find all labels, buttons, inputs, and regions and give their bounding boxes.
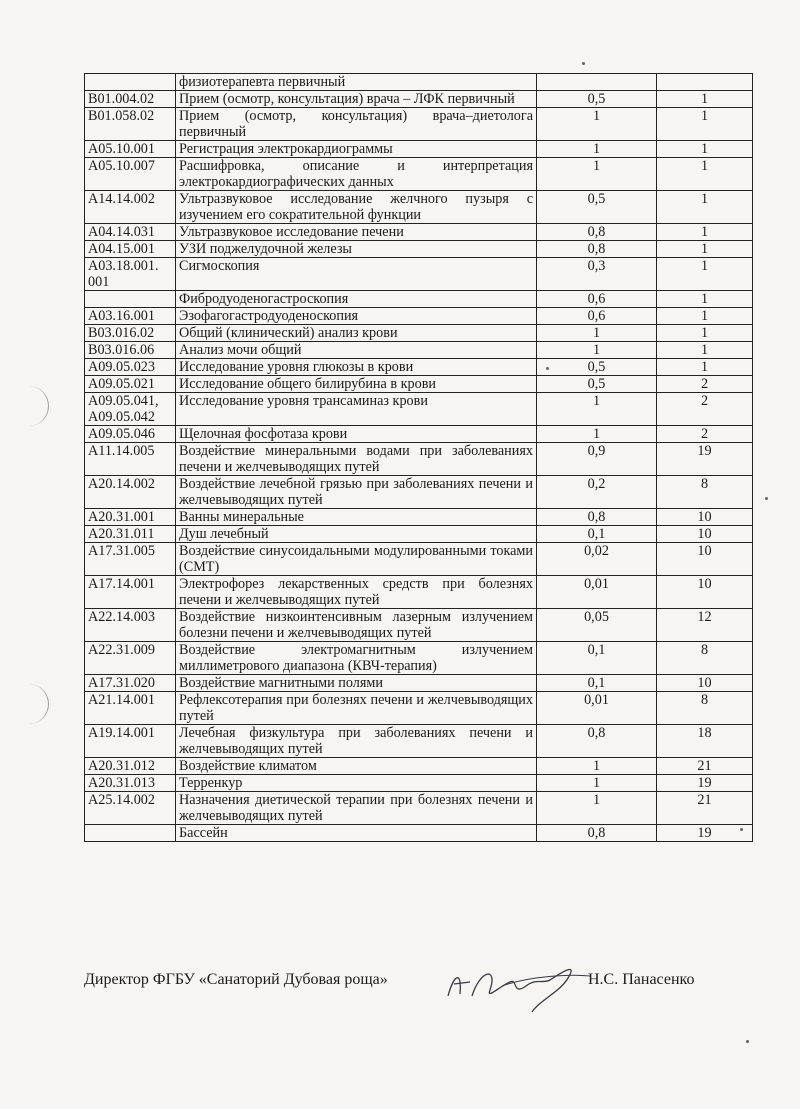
service-code: A19.14.001 (85, 725, 176, 758)
service-coefficient: 0,5 (537, 376, 657, 393)
service-coefficient: 0,3 (537, 258, 657, 291)
service-count: 1 (657, 342, 753, 359)
service-code: B01.058.02 (85, 108, 176, 141)
service-coefficient: 0,01 (537, 576, 657, 609)
service-code: A20.31.012 (85, 758, 176, 775)
service-name: Душ лечебный (176, 526, 537, 543)
service-coefficient: 0,5 (537, 359, 657, 376)
service-name: Ультразвуковое исследование желчного пузыря с изучением его сократительной функции (176, 191, 537, 224)
service-name: Ультразвуковое исследование печени (176, 224, 537, 241)
service-count: 1 (657, 141, 753, 158)
table-row (85, 775, 753, 792)
service-coefficient: 0,9 (537, 443, 657, 476)
binder-hole-mark (22, 684, 49, 724)
service-code: A09.05.023 (85, 359, 176, 376)
table-row (85, 74, 753, 91)
service-coefficient: 0,6 (537, 291, 657, 308)
service-count: 12 (657, 609, 753, 642)
service-name: Регистрация электрокардиограммы (176, 141, 537, 158)
service-count: 2 (657, 426, 753, 443)
service-code: A09.05.021 (85, 376, 176, 393)
service-coefficient: 1 (537, 108, 657, 141)
service-coefficient: 0,2 (537, 476, 657, 509)
service-name: Прием (осмотр, консультация) врача–диетолога первичный (176, 108, 537, 141)
service-coefficient: 0,5 (537, 191, 657, 224)
scan-speck (765, 497, 768, 500)
service-count: 10 (657, 576, 753, 609)
service-code: A21.14.001 (85, 692, 176, 725)
service-count: 8 (657, 476, 753, 509)
service-name: Анализ мочи общий (176, 342, 537, 359)
service-code: A04.14.031 (85, 224, 176, 241)
table-row (85, 426, 753, 443)
service-count: 19 (657, 443, 753, 476)
service-coefficient: 0,8 (537, 825, 657, 842)
table-row (85, 393, 753, 426)
service-coefficient: 0,8 (537, 241, 657, 258)
service-code: A17.14.001 (85, 576, 176, 609)
service-code: A05.10.001 (85, 141, 176, 158)
service-count: 8 (657, 692, 753, 725)
service-coefficient: 1 (537, 758, 657, 775)
service-count: 1 (657, 108, 753, 141)
scan-speck (582, 62, 585, 65)
binder-hole-mark (22, 386, 49, 426)
service-code: A11.14.005 (85, 443, 176, 476)
director-name: Н.С. Панасенко (588, 971, 695, 988)
service-count: 19 (657, 825, 753, 842)
service-coefficient: 0,8 (537, 224, 657, 241)
table-row (85, 342, 753, 359)
service-coefficient: 0,8 (537, 509, 657, 526)
service-coefficient: 0,6 (537, 308, 657, 325)
service-name: Рефлексотерапия при болезнях печени и желчевыводящих путей (176, 692, 537, 725)
service-coefficient: 1 (537, 342, 657, 359)
service-count: 8 (657, 642, 753, 675)
table-row (85, 91, 753, 108)
table-row (85, 675, 753, 692)
service-name: Исследование уровня глюкозы в крови (176, 359, 537, 376)
service-name: УЗИ поджелудочной железы (176, 241, 537, 258)
scan-speck (746, 1040, 749, 1043)
service-count: 2 (657, 393, 753, 426)
service-count: 1 (657, 224, 753, 241)
service-code: A03.18.001. 001 (85, 258, 176, 291)
director-position: Директор ФГБУ «Санаторий Дубовая роща» (84, 971, 388, 988)
service-name: Расшифровка, описание и интерпретация электрокардиографических данных (176, 158, 537, 191)
table-row (85, 141, 753, 158)
service-name: Воздействие магнитными полями (176, 675, 537, 692)
table-row (85, 191, 753, 224)
service-coefficient: 0,5 (537, 91, 657, 108)
service-count: 1 (657, 325, 753, 342)
service-code: B01.004.02 (85, 91, 176, 108)
table-row (85, 543, 753, 576)
table-row (85, 758, 753, 775)
table-row (85, 825, 753, 842)
scan-speck (740, 828, 743, 831)
service-code: A20.31.011 (85, 526, 176, 543)
handwritten-signature (440, 956, 600, 1018)
service-count: 18 (657, 725, 753, 758)
table-row (85, 725, 753, 758)
service-code (85, 825, 176, 842)
service-name: Бассейн (176, 825, 537, 842)
service-code: A03.16.001 (85, 308, 176, 325)
service-name: Воздействие электромагнитным излучением миллиметрового диапазона (КВЧ-терапия) (176, 642, 537, 675)
table-row (85, 692, 753, 725)
service-name: Щелочная фосфотаза крови (176, 426, 537, 443)
service-code: A09.05.041, A09.05.042 (85, 393, 176, 426)
service-coefficient: 0,02 (537, 543, 657, 576)
service-count: 1 (657, 258, 753, 291)
table-row (85, 224, 753, 241)
table-row (85, 108, 753, 141)
service-code: A22.14.003 (85, 609, 176, 642)
service-code (85, 74, 176, 91)
service-name: Прием (осмотр, консультация) врача – ЛФК первичный (176, 91, 537, 108)
service-name: Назначения диетической терапии при болезнях печени и желчевыводящих путей (176, 792, 537, 825)
service-name: Воздействие низкоинтенсивным лазерным излучением болезни печени и желчевыводящих путей (176, 609, 537, 642)
service-code: A20.31.013 (85, 775, 176, 792)
table-row (85, 476, 753, 509)
service-code: A05.10.007 (85, 158, 176, 191)
service-code: B03.016.06 (85, 342, 176, 359)
service-name: Воздействие минеральными водами при заболеваниях печени и желчевыводящих путей (176, 443, 537, 476)
service-count: 2 (657, 376, 753, 393)
service-name: Электрофорез лекарственных средств при болезнях печени и желчевыводящих путей (176, 576, 537, 609)
service-code: A20.14.002 (85, 476, 176, 509)
service-count: 1 (657, 158, 753, 191)
service-name: Фибродуоденогастроскопия (176, 291, 537, 308)
service-code: A17.31.020 (85, 675, 176, 692)
service-coefficient: 1 (537, 325, 657, 342)
service-coefficient: 1 (537, 792, 657, 825)
service-count: 21 (657, 792, 753, 825)
table-row (85, 376, 753, 393)
service-count: 1 (657, 241, 753, 258)
service-name: Ванны минеральные (176, 509, 537, 526)
table-row (85, 642, 753, 675)
service-name: Исследование уровня трансаминаз крови (176, 393, 537, 426)
service-name: Исследование общего билирубина в крови (176, 376, 537, 393)
service-coefficient: 1 (537, 426, 657, 443)
service-count: 1 (657, 191, 753, 224)
table-row (85, 509, 753, 526)
service-name: Воздействие синусоидальными модулированными токами (СМТ) (176, 543, 537, 576)
table-row (85, 576, 753, 609)
service-name: Эзофагогастродуоденоскопия (176, 308, 537, 325)
service-code: A22.31.009 (85, 642, 176, 675)
service-count: 1 (657, 91, 753, 108)
service-count: 1 (657, 308, 753, 325)
service-code: A14.14.002 (85, 191, 176, 224)
service-name: физиотерапевта первичный (176, 74, 537, 91)
service-code: A25.14.002 (85, 792, 176, 825)
service-coefficient: 1 (537, 141, 657, 158)
service-name: Терренкур (176, 775, 537, 792)
table-row (85, 526, 753, 543)
service-count: 10 (657, 509, 753, 526)
table-row (85, 308, 753, 325)
service-coefficient: 1 (537, 393, 657, 426)
service-count: 21 (657, 758, 753, 775)
service-coefficient: 0,05 (537, 609, 657, 642)
service-count: 10 (657, 675, 753, 692)
service-name: Воздействие лечебной грязью при заболеваниях печени и желчевыводящих путей (176, 476, 537, 509)
service-count: 19 (657, 775, 753, 792)
services-table-body (85, 74, 753, 842)
service-code: A20.31.001 (85, 509, 176, 526)
signature-block (84, 971, 695, 989)
service-name: Воздействие климатом (176, 758, 537, 775)
service-coefficient: 0,1 (537, 642, 657, 675)
service-coefficient: 0,01 (537, 692, 657, 725)
table-row (85, 359, 753, 376)
service-count: 10 (657, 526, 753, 543)
service-name: Сигмоскопия (176, 258, 537, 291)
service-coefficient: 0,1 (537, 526, 657, 543)
table-row (85, 158, 753, 191)
service-code: A17.31.005 (85, 543, 176, 576)
service-count: 1 (657, 359, 753, 376)
table-row (85, 241, 753, 258)
service-code: B03.016.02 (85, 325, 176, 342)
table-row (85, 609, 753, 642)
table-row (85, 443, 753, 476)
service-name: Общий (клинический) анализ крови (176, 325, 537, 342)
service-coefficient: 0,1 (537, 675, 657, 692)
service-coefficient (537, 74, 657, 91)
service-name: Лечебная физкультура при заболеваниях печени и желчевыводящих путей (176, 725, 537, 758)
service-count: 1 (657, 291, 753, 308)
service-code: A09.05.046 (85, 426, 176, 443)
scan-speck (546, 367, 549, 370)
table-row (85, 325, 753, 342)
service-code: A04.15.001 (85, 241, 176, 258)
table-row (85, 291, 753, 308)
service-coefficient: 1 (537, 158, 657, 191)
service-count (657, 74, 753, 91)
table-row (85, 258, 753, 291)
table-row (85, 792, 753, 825)
service-coefficient: 1 (537, 775, 657, 792)
services-table (84, 73, 753, 842)
service-coefficient: 0,8 (537, 725, 657, 758)
service-count: 10 (657, 543, 753, 576)
service-code (85, 291, 176, 308)
